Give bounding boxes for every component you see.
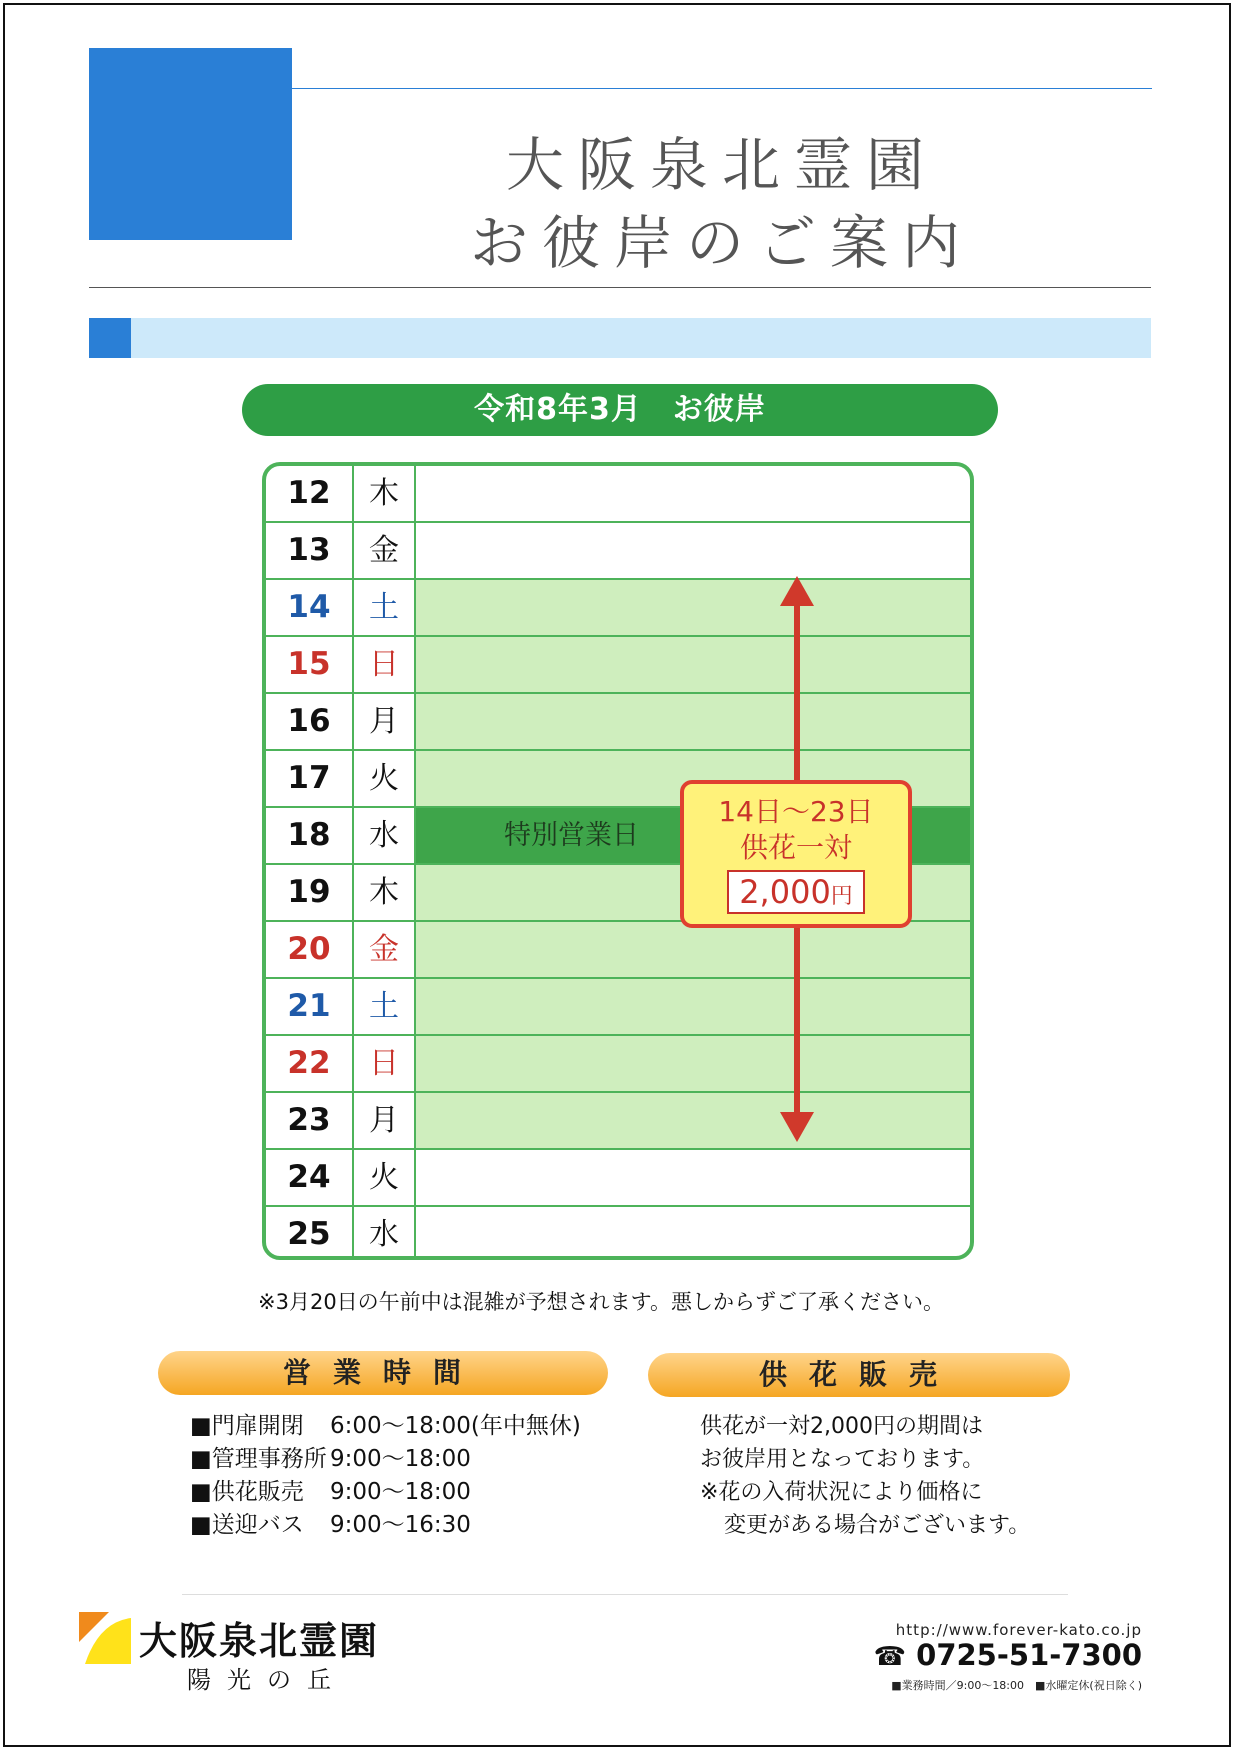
- hours-value: 9:00～18:00: [330, 1446, 471, 1472]
- calendar-date: 18: [266, 808, 354, 863]
- flower-sales-line: 変更がある場合がございます。: [724, 1513, 1031, 1538]
- hours-row: [190, 1410, 630, 1443]
- calendar-weekday: 火: [354, 1150, 416, 1205]
- arrow-up-icon: [780, 576, 814, 606]
- calendar-row: [266, 1207, 970, 1260]
- calendar-cell: [416, 979, 970, 1034]
- phone-text: 0725-51-7300: [916, 1638, 1142, 1672]
- hours-label: ■送迎バス: [190, 1512, 304, 1538]
- arrow-shaft-top: [794, 604, 800, 782]
- logo-name: 大阪泉北霊園: [139, 1619, 380, 1663]
- hours-label: ■供花販売: [190, 1479, 304, 1505]
- callout-date-range: 14日～23日: [718, 795, 874, 828]
- calendar-row: [266, 694, 970, 751]
- decorative-band-head: [89, 318, 131, 358]
- congestion-note: ※3月20日の午前中は混雑が予想されます。悪しからずご了承ください。: [258, 1290, 944, 1314]
- hours-value: 9:00～18:00: [330, 1479, 471, 1505]
- calendar-weekday: 水: [354, 1207, 416, 1260]
- arrow-down-icon: [780, 1112, 814, 1142]
- calendar-date: 24: [266, 1150, 354, 1205]
- hours-value: 9:00～16:30: [330, 1512, 471, 1538]
- logo-subtitle: 陽光の丘: [187, 1666, 347, 1694]
- website-link[interactable]: http://www.forever-kato.co.jp: [895, 1621, 1142, 1639]
- calendar-cell: [416, 637, 970, 692]
- office-hours-note: ■業務時間／9:00～18:00 ■水曜定休(祝日除く): [891, 1679, 1142, 1692]
- calendar-date: 25: [266, 1207, 354, 1260]
- calendar-weekday: 月: [354, 1093, 416, 1148]
- hours-row: [190, 1509, 630, 1542]
- calendar-date: 20: [266, 922, 354, 977]
- calendar-row: [266, 922, 970, 979]
- price-box: [727, 870, 865, 914]
- calendar-row: [266, 1093, 970, 1150]
- phone-number[interactable]: [860, 1638, 1142, 1672]
- calendar-cell: [416, 1207, 970, 1260]
- calendar-weekday: 金: [354, 922, 416, 977]
- period-banner: 令和8年3月 お彼岸: [242, 384, 998, 436]
- calendar-row: [266, 1150, 970, 1207]
- business-hours-heading: 営業時間: [158, 1351, 608, 1395]
- calendar-row: [266, 523, 970, 580]
- flower-sales-line: ※花の入荷状況により価格に: [700, 1480, 983, 1505]
- calendar-weekday: 月: [354, 694, 416, 749]
- calendar-cell: [416, 694, 970, 749]
- calendar-date: 19: [266, 865, 354, 920]
- calendar-cell: [416, 922, 970, 977]
- calendar-row: [266, 637, 970, 694]
- calendar-weekday: 土: [354, 979, 416, 1034]
- calendar-date: 22: [266, 1036, 354, 1091]
- calendar-date: 16: [266, 694, 354, 749]
- flower-sales-line: 供花が一対2,000円の期間は: [700, 1414, 983, 1439]
- calendar-weekday: 火: [354, 751, 416, 806]
- calendar-cell: [416, 1150, 970, 1205]
- calendar-weekday: 日: [354, 637, 416, 692]
- price-unit: 円: [830, 884, 853, 909]
- callout-item: 供花一対: [739, 831, 852, 864]
- phone-icon: ☎: [873, 1642, 907, 1672]
- calendar-weekday: 木: [354, 466, 416, 521]
- hours-label: ■管理事務所: [190, 1446, 327, 1472]
- sun-logo-icon: [79, 1612, 131, 1664]
- calendar-weekday: 日: [354, 1036, 416, 1091]
- flower-sales-heading: 供花販売: [648, 1353, 1070, 1397]
- hours-value: 6:00～18:00(年中無休): [330, 1413, 581, 1439]
- calendar-cell: [416, 466, 970, 521]
- flower-sales-line: お彼岸用となっております。: [700, 1447, 985, 1472]
- calendar-date: 12: [266, 466, 354, 521]
- flower-price-callout: [680, 780, 912, 928]
- calendar-row: [266, 580, 970, 637]
- special-day-label: 特別営業日: [504, 820, 639, 851]
- calendar-cell: [416, 1093, 970, 1148]
- decorative-band: [89, 318, 1151, 358]
- calendar-weekday: 土: [354, 580, 416, 635]
- business-hours-list: [190, 1410, 630, 1542]
- arrow-shaft-bottom: [794, 926, 800, 1128]
- calendar-row: [266, 1036, 970, 1093]
- calendar-weekday: 木: [354, 865, 416, 920]
- calendar-weekday: 水: [354, 808, 416, 863]
- hours-label: ■門扉開閉: [190, 1413, 304, 1439]
- footer-rule: [182, 1594, 1068, 1595]
- header-top-rule: [292, 88, 1152, 89]
- header-bottom-rule: [89, 287, 1151, 288]
- calendar-date: 14: [266, 580, 354, 635]
- calendar-row: [266, 979, 970, 1036]
- flower-sales-text: [700, 1410, 1040, 1542]
- hours-row: [190, 1476, 630, 1509]
- title-line-1: 大阪泉北霊園: [505, 131, 938, 199]
- header-blue-square: [89, 48, 292, 240]
- calendar-weekday: 金: [354, 523, 416, 578]
- calendar-date: 13: [266, 523, 354, 578]
- hours-row: [190, 1443, 630, 1476]
- calendar-date: 15: [266, 637, 354, 692]
- calendar-row: [266, 466, 970, 523]
- calendar-date: 23: [266, 1093, 354, 1148]
- calendar-date: 17: [266, 751, 354, 806]
- price-value: 2,000: [739, 873, 831, 911]
- calendar-cell: [416, 580, 970, 635]
- calendar-cell: [416, 1036, 970, 1091]
- title-line-2: お彼岸のご案内: [469, 209, 974, 277]
- calendar-cell: [416, 523, 970, 578]
- calendar-date: 21: [266, 979, 354, 1034]
